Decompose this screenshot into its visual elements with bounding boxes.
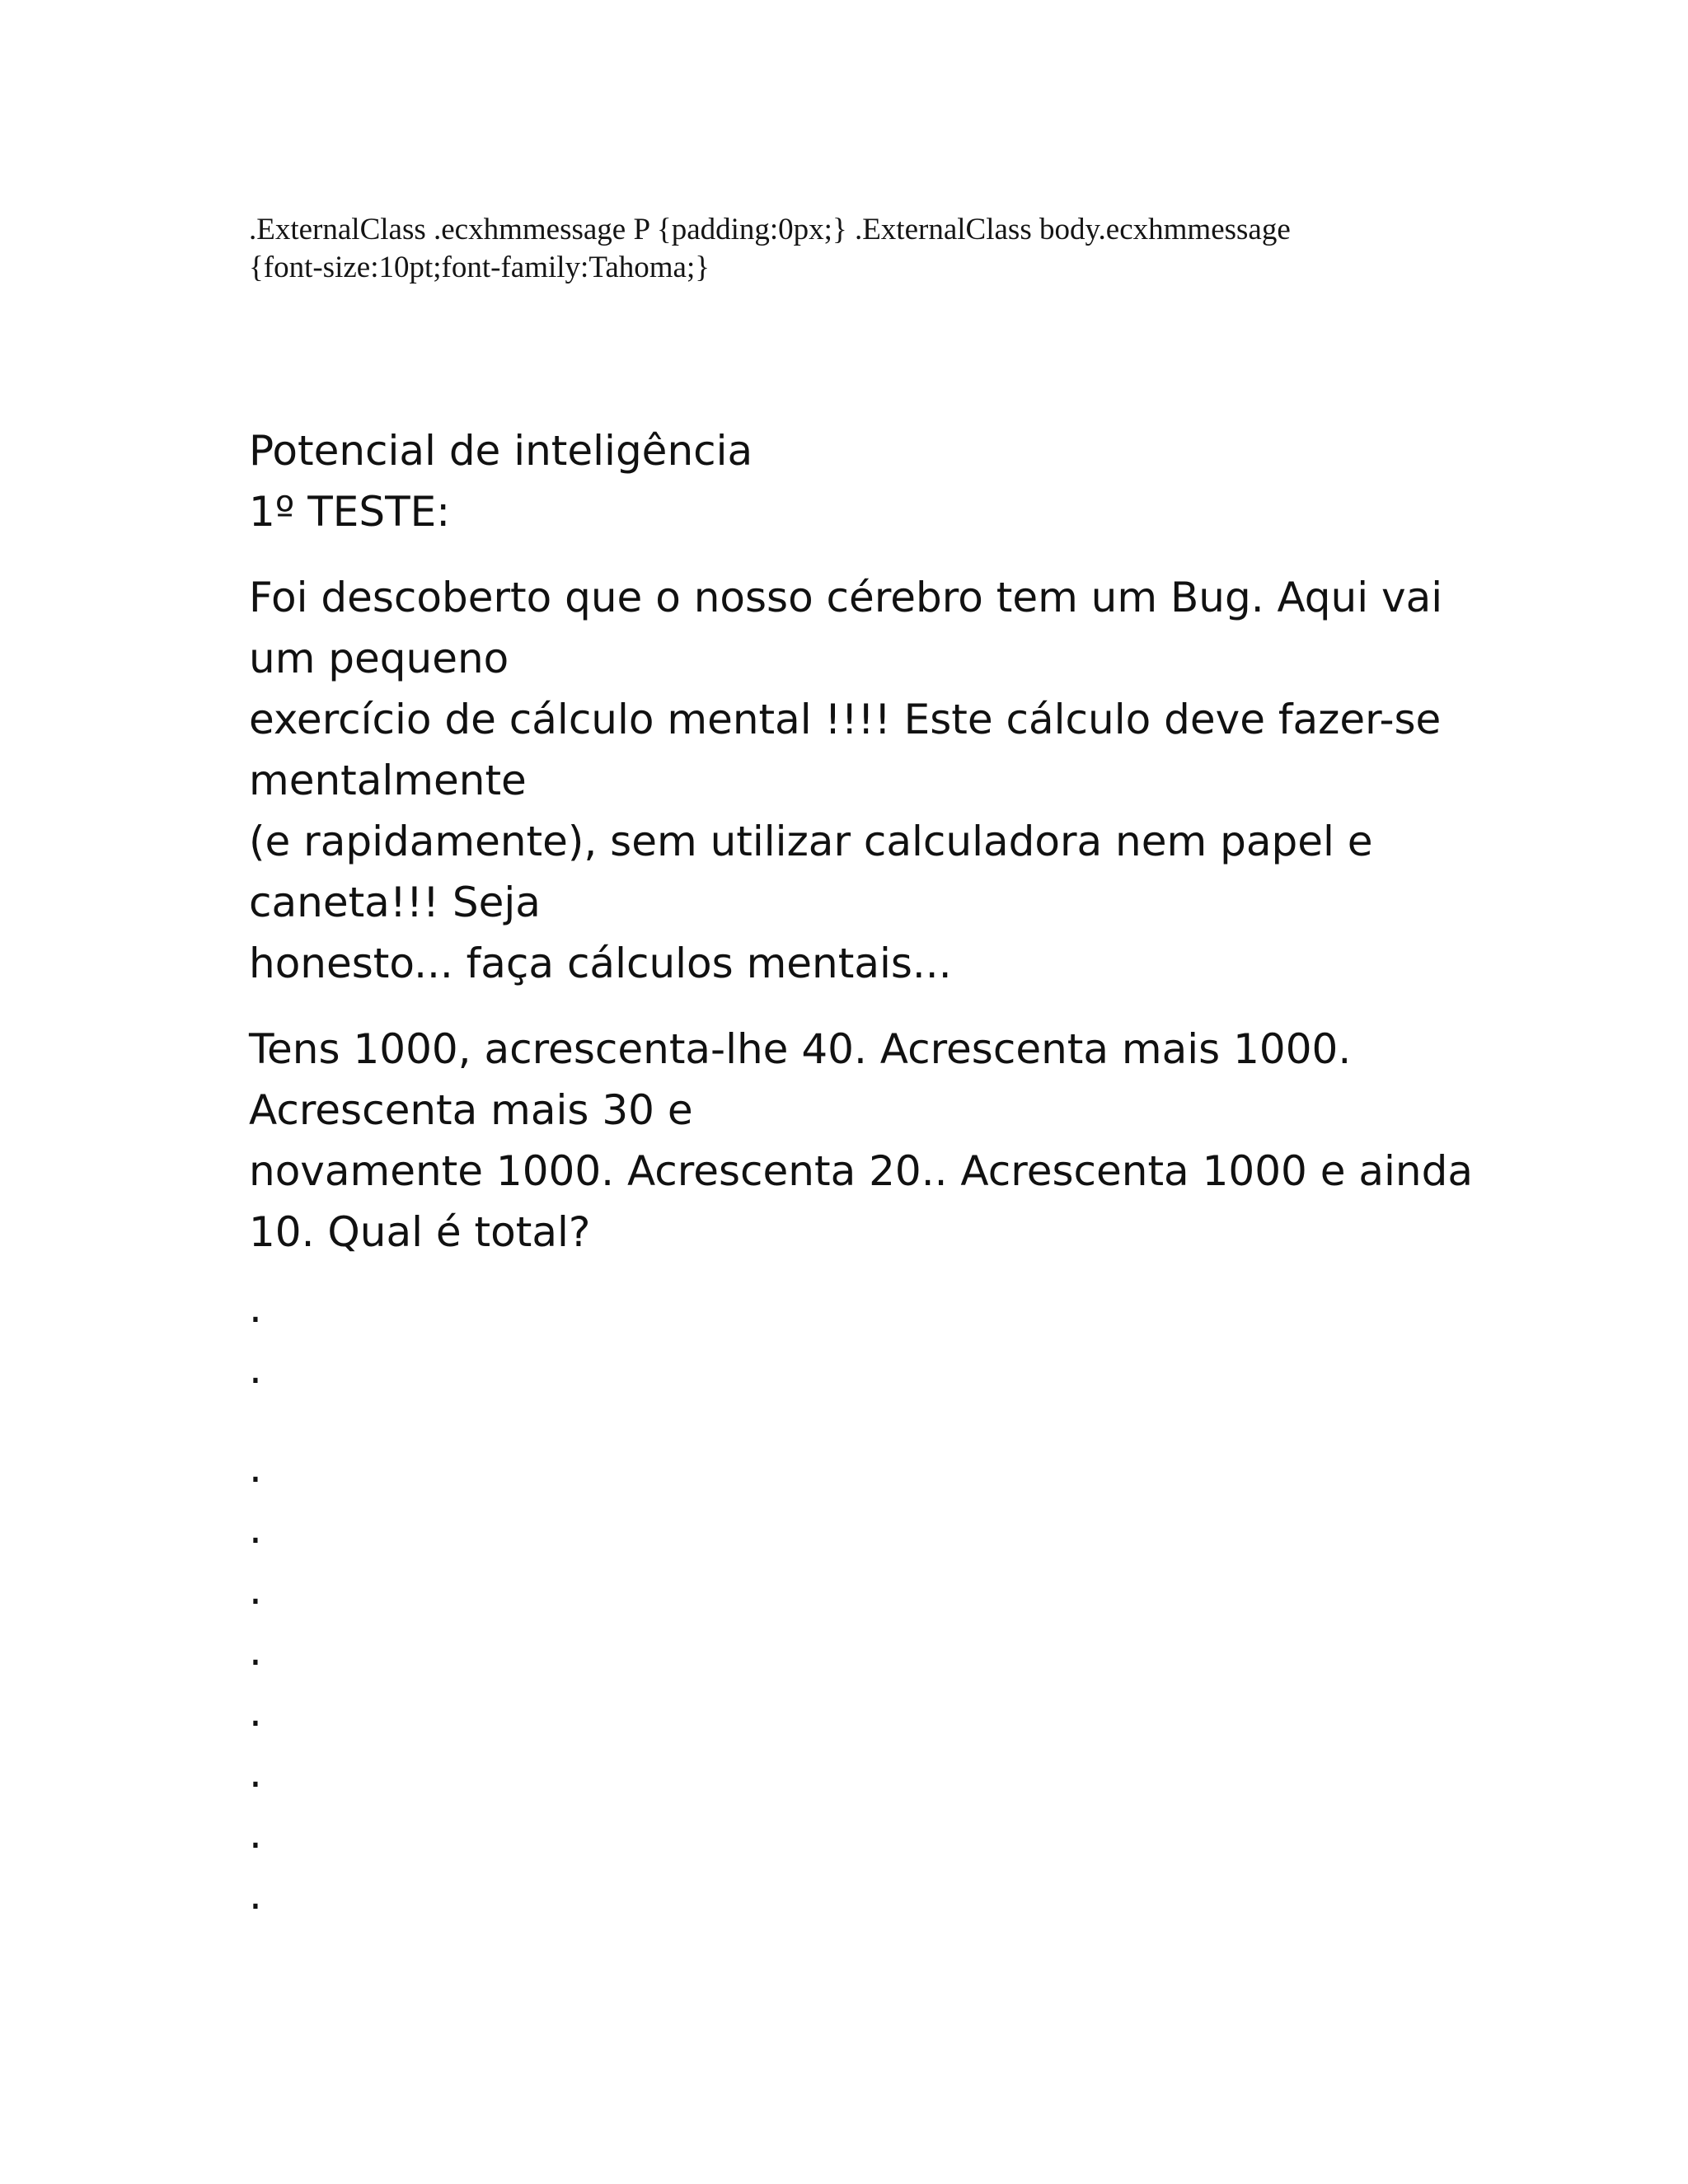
spacer <box>249 994 1452 1019</box>
intro-line-2: um pequeno <box>249 635 509 682</box>
exercise-paragraph <box>249 1019 1473 1263</box>
document-title: Potencial de inteligência <box>249 427 753 475</box>
css-leak-line-1: .ExternalClass .ecxhmmessage P {padding:0px;} .ExternalClass body.ecxhmmessage <box>249 213 1291 246</box>
spacer <box>249 542 1452 567</box>
test-heading: 1º TESTE: <box>249 488 451 536</box>
dot-line: . <box>249 1345 262 1393</box>
dot-line: . <box>249 1871 262 1919</box>
intro-line-7: honesto... faça cálculos mentais... <box>249 940 952 987</box>
intro-line-1: Foi descoberto que o nosso cérebro tem um Bug. Aqui vai <box>249 574 1443 621</box>
title-block <box>249 420 1452 542</box>
dot-line: . <box>249 1810 262 1858</box>
spacer <box>249 1399 1452 1437</box>
intro-line-3: exercício de cálculo mental !!!! Este cálculo deve fazer-se <box>249 696 1442 743</box>
intro-paragraph <box>249 567 1452 994</box>
intro-line-5: (e rapidamente), sem utilizar calculadora nem papel e <box>249 818 1373 865</box>
exercise-line-2: Acrescenta mais 30 e <box>249 1086 693 1134</box>
intro-line-4: mentalmente <box>249 757 527 804</box>
dot-line: . <box>249 1749 262 1797</box>
dot-spacer-list <box>249 1277 1452 1925</box>
dot-line: . <box>249 1627 262 1675</box>
exercise-line-1: Tens 1000, acrescenta-lhe 40. Acrescenta mais 1000. <box>249 1025 1352 1073</box>
message-body <box>249 420 1473 1925</box>
dot-line: . <box>249 1284 262 1332</box>
exercise-line-3: novamente 1000. Acrescenta 20.. Acrescenta 1000 e ainda <box>249 1147 1473 1195</box>
dot-line: . <box>249 1505 262 1553</box>
dot-line: . <box>249 1444 262 1492</box>
dot-line: . <box>249 1566 262 1614</box>
css-leak-line-2: {font-size:10pt;font-family:Tahoma;} <box>249 251 710 284</box>
dot-line: . <box>249 1688 262 1736</box>
leaked-css-text <box>249 211 1452 287</box>
exercise-line-4: 10. Qual é total? <box>249 1208 591 1256</box>
intro-line-6: caneta!!! Seja <box>249 879 541 926</box>
